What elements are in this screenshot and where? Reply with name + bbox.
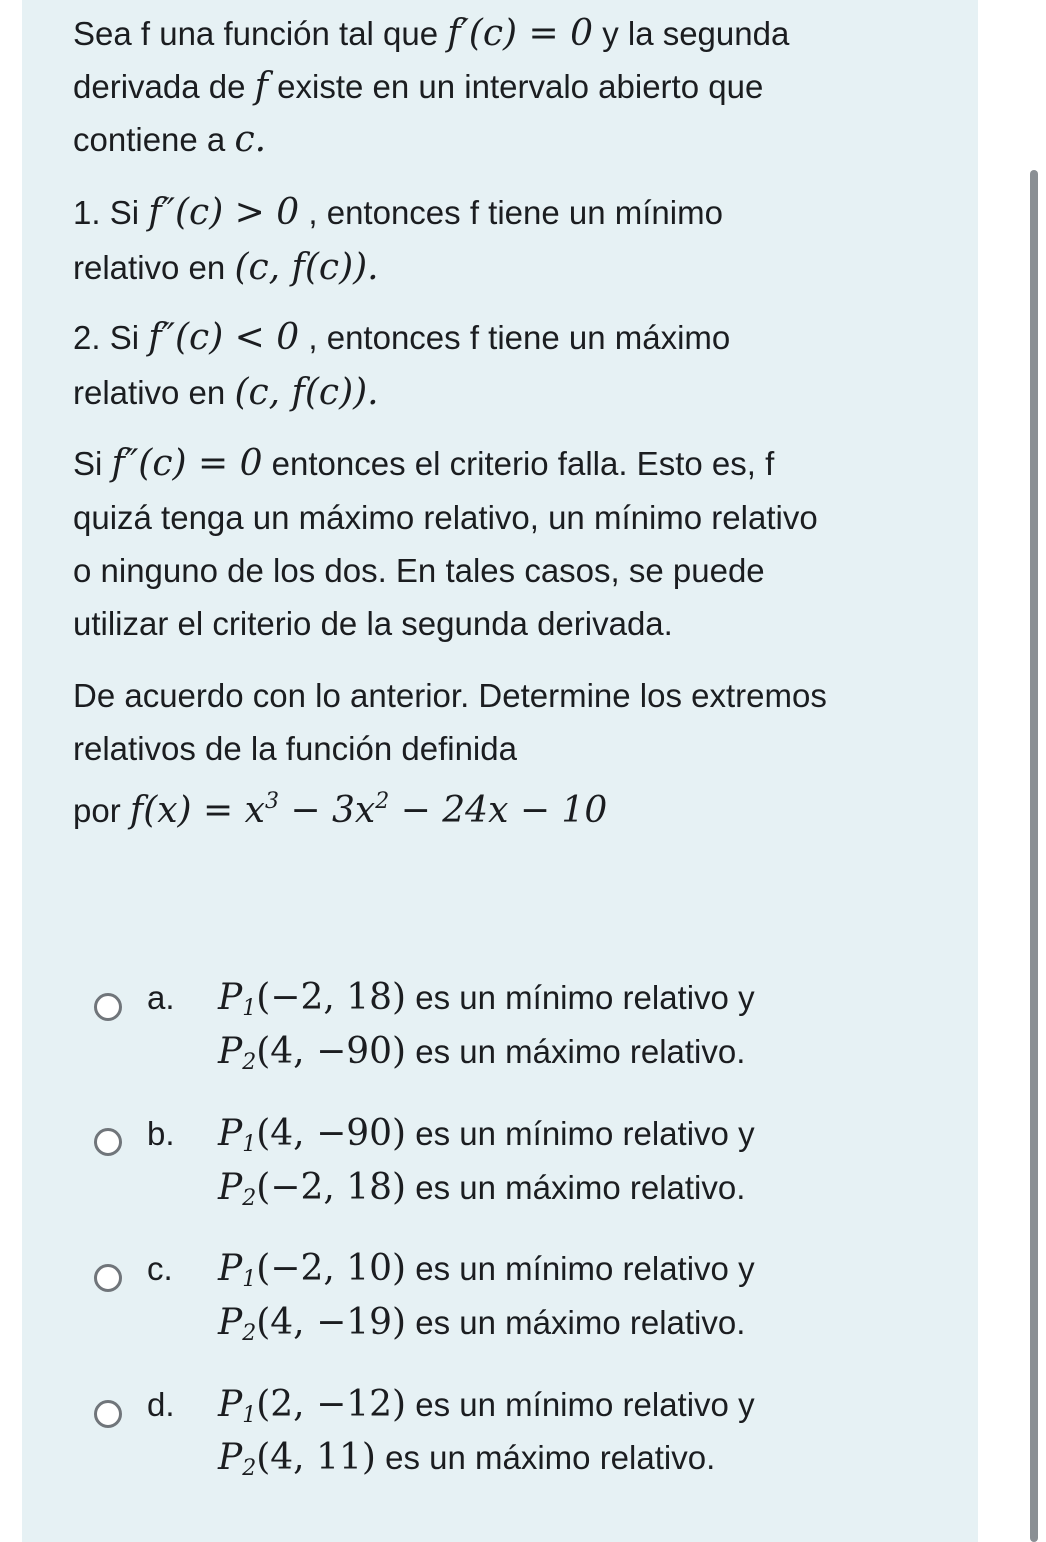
rule-text: Si	[73, 445, 103, 482]
intro-line-1	[73, 14, 789, 54]
option-text: es un mínimo relativo y	[415, 1250, 755, 1287]
point-subscript: 1	[242, 996, 257, 1021]
rule1-line-2	[73, 248, 379, 288]
point-label	[218, 1167, 257, 1211]
point-coords: (4, −19)	[256, 1302, 407, 1343]
math-part: − 3x	[278, 790, 376, 831]
math-point: (c, f(c)).	[234, 372, 379, 413]
point-letter: P	[218, 1437, 243, 1478]
scrollbar[interactable]	[1030, 170, 1038, 1542]
point-coords: (−2, 18)	[256, 977, 407, 1018]
point-letter: P	[218, 1167, 243, 1208]
rule3-line-2: quizá tenga un máximo relativo, un mínimo relativo	[73, 499, 818, 536]
intro-text: existe en un intervalo abierto que	[277, 68, 764, 105]
option-text: es un máximo relativo.	[415, 1169, 746, 1206]
option-text: es un máximo relativo.	[385, 1439, 716, 1476]
point-label	[218, 1031, 257, 1075]
point-letter: P	[218, 1113, 243, 1154]
option-d-line-1[interactable]	[218, 1385, 755, 1436]
option-b-letter: b.	[147, 1115, 175, 1152]
point-label	[218, 1384, 257, 1428]
point-subscript: 2	[242, 1050, 257, 1075]
intro-text: Sea f una función tal que	[73, 15, 439, 52]
point-subscript: 1	[242, 1132, 257, 1157]
option-d-line-2[interactable]	[218, 1438, 715, 1489]
point-coords: (2, −12)	[256, 1384, 407, 1425]
option-d-letter: d.	[147, 1386, 175, 1423]
rule3-line-4: utilizar el criterio de la segunda derivada.	[73, 605, 673, 642]
math-condition: f″(c) = 0	[111, 443, 263, 484]
point-subscript: 2	[242, 1456, 257, 1481]
point-label	[218, 1113, 257, 1157]
intro-line-3	[73, 120, 266, 160]
rule-text: , entonces f tiene un máximo	[308, 319, 731, 356]
option-a-radio[interactable]	[94, 993, 122, 1021]
math-c: c.	[234, 119, 267, 160]
point-subscript: 2	[242, 1186, 257, 1211]
math-point: (c, f(c)).	[234, 247, 379, 288]
option-b-line-2[interactable]	[218, 1168, 745, 1219]
point-letter: P	[218, 1248, 243, 1289]
option-text: es un máximo relativo.	[415, 1304, 746, 1341]
point-coords: (4, 11)	[256, 1437, 376, 1478]
function-definition	[130, 790, 607, 831]
rule2-line-1	[73, 318, 730, 358]
rule3-line-3: o ninguno de los dos. En tales casos, se puede	[73, 552, 765, 589]
math-condition: f″(c) < 0	[148, 317, 300, 358]
task-line-2: relativos de la función definida	[73, 730, 517, 767]
option-c-line-1[interactable]	[218, 1249, 755, 1300]
rule2-line-2	[73, 373, 379, 413]
point-letter: P	[218, 977, 243, 1018]
point-subscript: 1	[242, 1403, 257, 1428]
point-subscript: 1	[242, 1267, 257, 1292]
point-coords: (−2, 10)	[256, 1248, 407, 1289]
intro-line-2	[73, 67, 763, 107]
math-part: f(x) = x	[129, 790, 265, 831]
task-line-1: De acuerdo con lo anterior. Determine los extremos	[73, 677, 827, 714]
option-c-line-2[interactable]	[218, 1303, 745, 1354]
rule-text: relativo en	[73, 374, 226, 411]
option-c-radio[interactable]	[94, 1264, 122, 1292]
math-condition: f″(c) > 0	[148, 192, 300, 233]
rule-text: 2. Si	[73, 319, 140, 356]
intro-text: y la segunda	[602, 15, 790, 52]
math-part: − 24x − 10	[389, 790, 608, 831]
point-subscript: 2	[242, 1321, 257, 1346]
option-text: es un mínimo relativo y	[415, 1115, 755, 1152]
point-letter: P	[218, 1302, 243, 1343]
option-b-line-1[interactable]	[218, 1114, 755, 1165]
option-text: es un mínimo relativo y	[415, 979, 755, 1016]
point-label	[218, 1437, 257, 1481]
option-text: es un mínimo relativo y	[415, 1386, 755, 1423]
option-d-radio[interactable]	[94, 1400, 122, 1428]
math-f: f	[254, 66, 268, 107]
point-label	[218, 977, 257, 1021]
point-coords: (4, −90)	[256, 1113, 407, 1154]
intro-text: derivada de	[73, 68, 246, 105]
point-letter: P	[218, 1384, 243, 1425]
rule3-line-1	[73, 444, 774, 484]
point-label	[218, 1248, 257, 1292]
option-c-letter: c.	[147, 1250, 173, 1287]
rule-text: , entonces f tiene un mínimo	[308, 194, 723, 231]
math-exponent: 3	[264, 789, 279, 814]
option-a-line-1[interactable]	[218, 978, 755, 1029]
option-text: es un máximo relativo.	[415, 1033, 746, 1070]
rule-text: entonces el criterio falla. Esto es, f	[271, 445, 775, 482]
option-b-radio[interactable]	[94, 1128, 122, 1156]
option-a-line-2[interactable]	[218, 1032, 745, 1083]
point-letter: P	[218, 1031, 243, 1072]
point-label	[218, 1302, 257, 1346]
math-exponent: 2	[375, 789, 390, 814]
option-a-letter: a.	[147, 979, 175, 1016]
task-text: por	[73, 792, 121, 829]
rule1-line-1	[73, 193, 723, 233]
intro-text: contiene a	[73, 121, 226, 158]
rule-text: 1. Si	[73, 194, 140, 231]
rule-text: relativo en	[73, 249, 226, 286]
math-fprime-c: f′(c) = 0	[447, 13, 594, 54]
task-line-3	[73, 782, 607, 831]
point-coords: (−2, 18)	[256, 1167, 407, 1208]
point-coords: (4, −90)	[256, 1031, 407, 1072]
